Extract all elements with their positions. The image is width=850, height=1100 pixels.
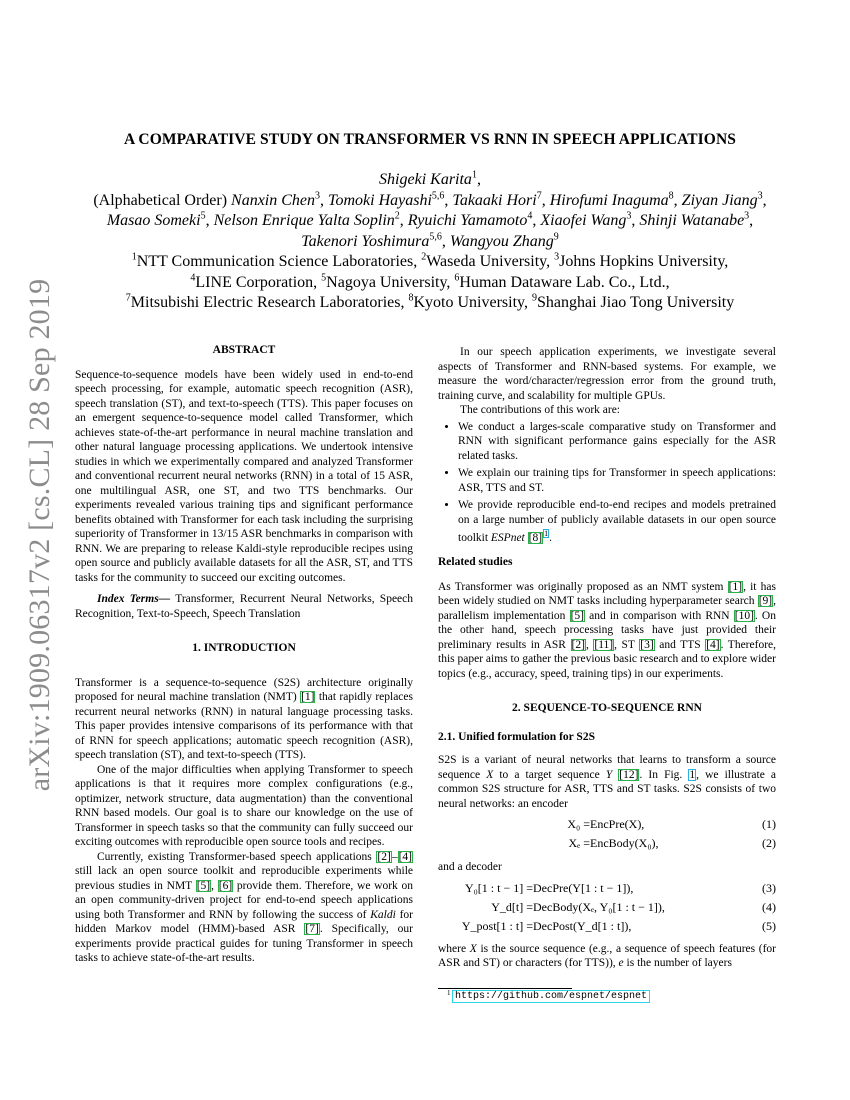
citation-link[interactable]: [1] — [301, 691, 315, 703]
equation-2: Xₑ = EncBody(X₀), (2) — [568, 836, 776, 851]
author: Masao Someki — [106, 212, 201, 229]
lead-author: Shigeki Karita — [379, 171, 472, 188]
citation-link[interactable]: [3] — [640, 638, 654, 651]
intro-heading: 1. INTRODUCTION — [192, 642, 296, 654]
arxiv-identifier: arXiv:1909.06317v2 [cs.CL] 28 Sep 2019 — [23, 278, 56, 792]
citation-link[interactable]: [4] — [398, 850, 412, 863]
index-terms: Index Terms— Transformer, Recurrent Neural Networks, Speech Recognition, Text-to-Speech, Speech Translation — [75, 593, 414, 620]
abstract-text: Sequence-to-sequence models have been widely used in end-to-end speech processing, for example, automatic speech recognition (ASR), speech translation (ST), and text-to-speech (TTS). This paper focuses on an emergent sequence-to-sequence model called Transformer, which achieves state-of-the-art performance in neural machine translation and other natural language processing applications. We undertook intensive studies in which we experimentally compared and analyzed Transformer and conventional recurrent neural networks (RNN) in a total of 15 ASR, one multilingual ASR, one ST, and two TTS benchmarks. Our experiments revealed various training tips and significant performance benefits obtained with Transformer for each task including the surprising superiority of Transformer in 13/15 ASR benchmarks in comparison with RNN. We are preparing to release Kaldi-style reproducible recipes using open source and publicly available datasets for all the ASR, ST, and TTS tasks for the community to succeed our exciting outcomes. — [75, 368, 413, 584]
author: Takaaki Hori — [452, 191, 537, 209]
footnote-divider — [438, 988, 572, 989]
footnote-mark: 1 — [447, 989, 451, 997]
list-item: • We explain our training tips for Transformer in speech applications: ASR, TTS and ST. — [458, 466, 776, 495]
affiliation-line-2: $^4$LINE Corporation, $^5$Nagoya University, $^6$Human Dataware Lab. Co., Ltd., — [190, 272, 670, 291]
footnote-link[interactable]: 1 — [544, 529, 549, 538]
ordering-note: (Alphabetical Order) — [93, 191, 228, 209]
citation-link[interactable]: [10] — [734, 609, 754, 622]
citation-link[interactable]: [2] — [571, 638, 585, 651]
author: Hirofumi Inaguma — [549, 191, 669, 209]
author: Ryuichi Yamamoto — [407, 212, 528, 229]
author-block — [60, 170, 800, 314]
paper-title: A COMPARATIVE STUDY ON TRANSFORMER VS RNN IN SPEECH APPLICATIONS — [124, 131, 736, 148]
equation-3: Y₀[1 : t − 1] = DecPre(Y[1 : t − 1]), (3) — [464, 880, 776, 895]
author-list-line-1: (Alphabetical Order) Nanxin Chen$^3$, Tomoki Hayashi$^{5,6}$, Takaaki Hori$^7$, Hirofumi Inaguma$^8$, Ziyan Jiang$^3$, — [93, 190, 767, 209]
list-item: • We conduct a larges-scale comparative study on Transformer and RNN with significant performance gains especially for the ASR related tasks. — [458, 420, 776, 464]
equation-5: Y_post[1 : t] = DecPost(Y_d[1 : t]), (5) — [461, 918, 776, 933]
author: Shinji Watanabe — [639, 212, 745, 229]
s2s-paragraph: S2S is a variant of neural networks that learns to transform a source sequence X to a target sequence Y [12]. In Fig. 1, we illustrate a common S2S structure for ASR, TTS and ST tasks. S2S consists of two neural networks: an encoder — [438, 754, 776, 810]
intro-paragraph-3: Currently, existing Transformer-based speech applications [2]–[4] still lack an open source toolkit and reproducible experiments while previous studies in NMT [5], [6] provide them. Therefore, we work on an open community-driven project for end-to-end speech applications using both Transformer and RNN by following the success of Kaldi for hidden Markov model (HMM)-based ASR [7]. Specifically, our experiments provide practical guides for tuning Transformer in speech tasks to achieve state-of-the-art results. — [75, 850, 413, 964]
experiments-paragraph: In our speech application experiments, we investigate several aspects of Transformer and RNN-based systems. For example, we measure the word/character/regression error from the ground truth, training curve, and scalability for multiple GPUs. — [438, 346, 776, 402]
and-decoder-text: and a decoder — [438, 861, 502, 874]
citation-link[interactable]: [6] — [218, 879, 233, 892]
affiliation-line-3: $^7$Mitsubishi Electric Research Laboratories, $^8$Kyoto University, $^9$Shanghai Jiao Tong University — [125, 292, 735, 311]
author: Xiaofei Wang — [540, 212, 627, 229]
arxiv-sidebar — [0, 0, 75, 1100]
equation-4: Y_d[t] = DecBody(Xₑ, Y₀[1 : t − 1]), (4) — [491, 899, 776, 914]
author: Wangyou Zhang — [449, 232, 554, 250]
equation-1: X₀ = EncPre(X), (1) — [567, 817, 776, 832]
related-studies-paragraph: As Transformer was originally proposed as an NMT system [1], it has been widely studied on NMT tasks including hyperparameter search [9], parallelism implementation [5] and in comparison with RNN [10]. On the other hand, speech processing tasks have just provided their preliminary results in ASR [2], [11], ST [3] and TTS [4]. Therefore, this paper aims to gather the previous basic research and to explore wider topics (e.g., accuracy, speed, training tips) in our experiments. — [438, 580, 777, 680]
abstract-heading: ABSTRACT — [212, 344, 276, 356]
citation-link[interactable]: [9] — [758, 595, 773, 608]
author: Nelson Enrique Yalta Soplin — [213, 212, 395, 229]
author: Takenori Yoshimura — [301, 232, 430, 250]
affiliation-line-1: $^1$NTT Communication Science Laboratories, $^2$Waseda University, $^3$Johns Hopkins University, — [131, 251, 729, 270]
intro-paragraph-2: One of the major difficulties when applying Transformer to speech applications is that it requires more complex configurations (e.g., optimizer, network structure, data augmentation) than the conventional RNN based models. Our goal is to share our knowledge on the use of Transformer in speech tasks so that the community can fully succeed our exciting outcomes with reproducible open source tools and recipes. — [75, 763, 413, 848]
figure-link[interactable]: 1 — [689, 768, 696, 781]
citation-link[interactable]: [8] — [528, 531, 543, 544]
author: Ziyan Jiang — [681, 191, 758, 209]
lead-author-line: Shigeki Karita$^1$, — [379, 169, 481, 188]
author: Tomoki Hayashi — [328, 191, 432, 209]
where-paragraph: where X is the source sequence (e.g., a sequence of speech features (for ASR and ST) or characters (for TTS)), e is the number of layers — [438, 942, 777, 970]
left-column — [75, 343, 413, 966]
contributions-intro: The contributions of this work are: — [460, 404, 621, 416]
citation-link[interactable]: [11] — [594, 638, 614, 651]
author-list-line-3: Takenori Yoshimura$^{5,6}$, Wangyou Zhang$^9$ — [301, 231, 559, 250]
citation-link[interactable]: [4] — [706, 638, 720, 651]
citation-link[interactable]: [2] — [377, 850, 391, 863]
citation-link[interactable]: [7] — [305, 923, 319, 935]
intro-paragraph-1: Transformer is a sequence-to-sequence (S2S) architecture originally proposed for neural machine translation (NMT) [1] that rapidly replaces recurrent neural networks (RNN) in natural language processing tasks. This paper provides intensive comparisons of its performance with that of RNN for speech applications; automatic speech recognition (ASR), speech translation (ST), and text-to-speech (TTS). — [75, 676, 413, 761]
right-column — [438, 345, 776, 971]
list-item: • We provide reproducible end-to-end recipes and models pretrained on a large number of publicly available datasets in our open source toolkit ESPnet [8] $^1$. — [458, 498, 776, 545]
related-studies-heading: Related studies — [438, 556, 513, 569]
author: Nanxin Chen — [231, 191, 316, 209]
citation-link[interactable]: [5] — [196, 879, 211, 892]
section-2-heading: 2. SEQUENCE-TO-SEQUENCE RNN — [512, 702, 702, 715]
footnote — [447, 989, 649, 1002]
citation-link[interactable]: [12] — [619, 768, 639, 781]
citation-link[interactable]: [5] — [570, 609, 584, 622]
espnet-url-link[interactable]: https://github.com/espnet/espnet — [455, 991, 648, 1002]
index-terms-label: Index Terms— — [97, 593, 171, 605]
author-list-line-2: Masao Someki$^5$, Nelson Enrique Yalta Soplin$^2$, Ryuichi Yamamoto$^4$, Xiaofei Wang$^3$, Shinji Watanabe$^3$, — [106, 210, 754, 229]
citation-link[interactable]: [1] — [728, 580, 743, 593]
contributions-list — [438, 420, 776, 546]
subsection-2-1-heading: 2.1. Unified formulation for S2S — [438, 730, 595, 743]
